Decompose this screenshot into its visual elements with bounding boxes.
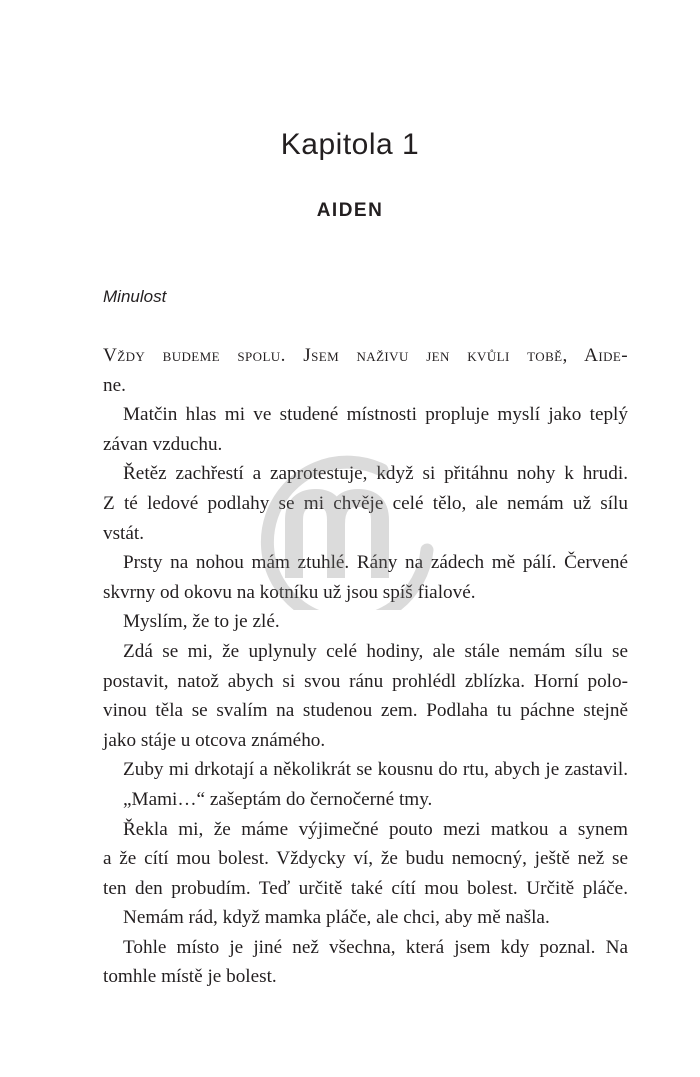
text-line: Myslím, že to je zlé. xyxy=(123,611,280,633)
text-line: Matčin hlas mi ve studené místnosti propluje myslí jako teplý xyxy=(123,404,628,426)
section-label: Minulost xyxy=(103,287,167,306)
text-line: Řetěz zachřestí a zaprotestuje, když si přitáhnu nohy k hrudi. xyxy=(123,463,628,485)
text-line: ne. xyxy=(103,374,126,396)
text-line: Zdá se mi, že uplynuly celé hodiny, ale stále nemám sílu se xyxy=(123,640,628,662)
text-line: tomhle místě je bolest. xyxy=(103,966,277,988)
text-line: Zuby mi drkotají a několikrát se kousnu do rtu, abych je zastavil. xyxy=(123,759,628,781)
text-line: Prsty na nohou mám ztuhlé. Rány na zádech mě pálí. Červené xyxy=(123,552,628,574)
text-line: jako stáje u otcova známého. xyxy=(103,729,326,751)
text-line: vstát. xyxy=(103,522,145,544)
text-line: „Mami…“ zašeptám do černočerné tmy. xyxy=(123,788,433,810)
text-line: Řekla mi, že máme výjimečné pouto mezi matkou a synem xyxy=(123,818,628,840)
text-line: Nemám rád, když mamka pláče, ale chci, aby mě našla. xyxy=(123,907,550,929)
text-line: vinou těla se svalím na studenou zem. Podlaha tu páchne stejně xyxy=(103,700,628,722)
chapter-body-text xyxy=(103,341,628,992)
chapter-character-name: AIDEN xyxy=(316,200,384,221)
text-line: Z té ledové podlahy se mi chvěje celé tělo, ale nemám už sílu xyxy=(103,492,628,514)
chapter-title: Kapitola 1 xyxy=(280,128,420,161)
text-line: Tohle místo je jiné než všechna, která jsem kdy poznal. Na xyxy=(123,936,628,958)
text-line: a že cítí mou bolest. Vždycky ví, že budu nemocný, ještě než se xyxy=(103,848,628,870)
text-line: Vždy budeme spolu. Jsem naživu jen kvůli tobě, Aide- xyxy=(103,345,628,366)
text-line: ten den probudím. Teď určitě také cítí mou bolest. Určitě pláče. xyxy=(103,877,628,899)
text-line: postavit, natož abych si svou ránu prohlédl zblízka. Horní polo- xyxy=(103,670,628,692)
text-line: skvrny od okovu na kotníku už jsou spíš fialové. xyxy=(103,581,476,603)
text-line: závan vzduchu. xyxy=(103,433,223,455)
